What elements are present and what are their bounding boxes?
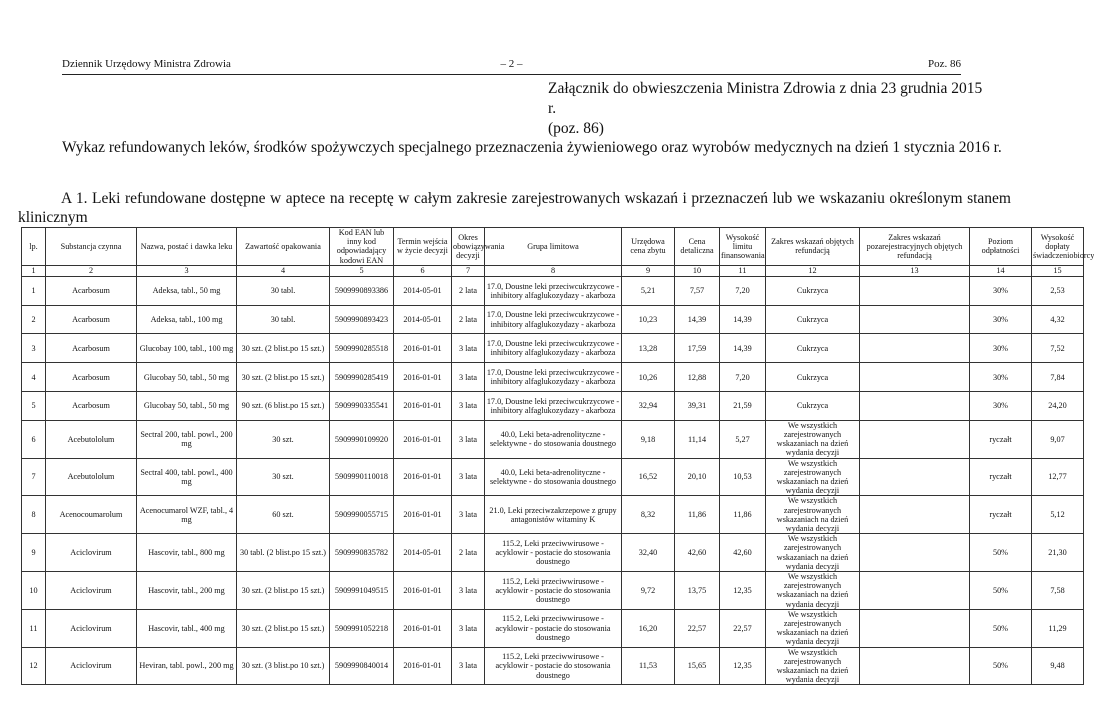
cell-offlabel-indications: [860, 276, 970, 305]
col-header-retail-price: Cena detaliczna: [675, 228, 720, 266]
cell-offlabel-indications: [860, 496, 970, 534]
cell-lp: 9: [22, 534, 46, 572]
cell-limit: 14,39: [720, 305, 766, 334]
cell-limit: 12,35: [720, 647, 766, 685]
cell-retail-price: 20,10: [675, 458, 720, 496]
cell-payment-level: 50%: [970, 647, 1032, 685]
cell-drug-name: Adeksa, tabl., 50 mg: [137, 276, 237, 305]
cell-package: 90 szt. (6 blist.po 15 szt.): [237, 392, 330, 421]
cell-package: 30 szt.: [237, 420, 330, 458]
cell-offlabel-indications: [860, 458, 970, 496]
col-number-package: 4: [237, 265, 330, 276]
col-number-limit: 11: [720, 265, 766, 276]
cell-drug-name: Glucobay 50, tabl., 50 mg: [137, 392, 237, 421]
cell-wholesale-price: 9,18: [622, 420, 675, 458]
cell-substance: Acenocoumarolum: [46, 496, 137, 534]
cell-limit: 5,27: [720, 420, 766, 458]
cell-offlabel-indications: [860, 392, 970, 421]
col-header-wholesale-price: Urzędowa cena zbytu: [622, 228, 675, 266]
cell-indications: We wszystkich zarejestrowanych wskazaniach na dzień wydania decyzji: [766, 458, 860, 496]
cell-limit: 11,86: [720, 496, 766, 534]
table-row: [22, 363, 1084, 392]
cell-payment-level: 50%: [970, 534, 1032, 572]
cell-wholesale-price: 8,32: [622, 496, 675, 534]
table-row: [22, 305, 1084, 334]
cell-ean: 5909990055715: [330, 496, 394, 534]
table-row: [22, 392, 1084, 421]
cell-package: 30 szt. (2 blist.po 15 szt.): [237, 572, 330, 610]
cell-ean: 5909990285419: [330, 363, 394, 392]
cell-lp: 4: [22, 363, 46, 392]
cell-package: 30 szt. (2 blist.po 15 szt.): [237, 363, 330, 392]
column-number-row: [22, 265, 1084, 276]
cell-retail-price: 11,86: [675, 496, 720, 534]
cell-lp: 1: [22, 276, 46, 305]
cell-copayment: 9,48: [1032, 647, 1084, 685]
cell-indications: Cukrzyca: [766, 276, 860, 305]
col-number-drug-name: 3: [137, 265, 237, 276]
table-row: [22, 420, 1084, 458]
cell-substance: Aciclovirum: [46, 647, 137, 685]
cell-drug-name: Glucobay 100, tabl., 100 mg: [137, 334, 237, 363]
journal-name: Dziennik Urzędowy Ministra Zdrowia: [62, 58, 231, 70]
cell-ean: 5909990335541: [330, 392, 394, 421]
cell-package: 60 szt.: [237, 496, 330, 534]
cell-duration: 3 lata: [452, 572, 485, 610]
cell-offlabel-indications: [860, 363, 970, 392]
cell-duration: 3 lata: [452, 458, 485, 496]
cell-wholesale-price: 10,23: [622, 305, 675, 334]
cell-retail-price: 13,75: [675, 572, 720, 610]
cell-lp: 5: [22, 392, 46, 421]
cell-retail-price: 17,59: [675, 334, 720, 363]
cell-payment-level: ryczałt: [970, 458, 1032, 496]
annex-note: [548, 79, 988, 139]
cell-ean: 5909990840014: [330, 647, 394, 685]
col-number-indications: 12: [766, 265, 860, 276]
cell-start-date: 2016-01-01: [394, 420, 452, 458]
cell-drug-name: Sectral 200, tabl. powl., 200 mg: [137, 420, 237, 458]
cell-limit-group: 17.0, Doustne leki przeciwcukrzycowe - inhibitory alfaglukozydazy - akarboza: [485, 276, 622, 305]
cell-limit-group: 21.0, Leki przeciwzakrzepowe z grupy antagonistów witaminy K: [485, 496, 622, 534]
cell-ean: 5909990835782: [330, 534, 394, 572]
cell-offlabel-indications: [860, 334, 970, 363]
cell-indications: We wszystkich zarejestrowanych wskazaniach na dzień wydania decyzji: [766, 534, 860, 572]
cell-wholesale-price: 13,28: [622, 334, 675, 363]
cell-substance: Aciclovirum: [46, 534, 137, 572]
table-row: [22, 647, 1084, 685]
cell-wholesale-price: 32,94: [622, 392, 675, 421]
cell-indications: We wszystkich zarejestrowanych wskazaniach na dzień wydania decyzji: [766, 496, 860, 534]
cell-indications: We wszystkich zarejestrowanych wskazaniach na dzień wydania decyzji: [766, 572, 860, 610]
cell-duration: 3 lata: [452, 392, 485, 421]
cell-duration: 3 lata: [452, 420, 485, 458]
cell-retail-price: 15,65: [675, 647, 720, 685]
cell-copayment: 21,30: [1032, 534, 1084, 572]
col-number-substance: 2: [46, 265, 137, 276]
cell-indications: We wszystkich zarejestrowanych wskazaniach na dzień wydania decyzji: [766, 609, 860, 647]
cell-package: 30 tabl. (2 blist.po 15 szt.): [237, 534, 330, 572]
cell-ean: 5909991052218: [330, 609, 394, 647]
cell-copayment: 7,58: [1032, 572, 1084, 610]
cell-lp: 12: [22, 647, 46, 685]
reimbursement-table: [21, 227, 1094, 685]
cell-limit: 7,20: [720, 276, 766, 305]
cell-payment-level: 30%: [970, 305, 1032, 334]
cell-start-date: 2016-01-01: [394, 458, 452, 496]
cell-indications: Cukrzyca: [766, 334, 860, 363]
cell-substance: Acarbosum: [46, 276, 137, 305]
col-number-duration: 7: [452, 265, 485, 276]
section-title: A 1. Leki refundowane dostępne w aptece na receptę w całym zakresie zarejestrowanych wskazań i przeznaczeń lub we wskazaniu określonym stanem klinicznym: [18, 190, 1011, 226]
cell-wholesale-price: 11,53: [622, 647, 675, 685]
cell-substance: Acarbosum: [46, 305, 137, 334]
cell-ean: 5909990893423: [330, 305, 394, 334]
header-row: [22, 228, 1084, 266]
cell-ean: 5909990109920: [330, 420, 394, 458]
cell-ean: 5909990285518: [330, 334, 394, 363]
cell-wholesale-price: 9,72: [622, 572, 675, 610]
col-number-limit-group: 8: [485, 265, 622, 276]
cell-drug-name: Heviran, tabl. powl., 200 mg: [137, 647, 237, 685]
header-rule: [62, 74, 961, 75]
cell-duration: 2 lata: [452, 305, 485, 334]
cell-duration: 3 lata: [452, 647, 485, 685]
cell-copayment: 9,07: [1032, 420, 1084, 458]
col-header-indications: Zakres wskazań objętych refundacją: [766, 228, 860, 266]
cell-indications: We wszystkich zarejestrowanych wskazaniach na dzień wydania decyzji: [766, 420, 860, 458]
table-body: [22, 276, 1084, 685]
cell-limit-group: 17.0, Doustne leki przeciwcukrzycowe - inhibitory alfaglukozydazy - akarboza: [485, 392, 622, 421]
cell-retail-price: 12,88: [675, 363, 720, 392]
cell-duration: 3 lata: [452, 496, 485, 534]
cell-wholesale-price: 32,40: [622, 534, 675, 572]
cell-limit-group: 40.0, Leki beta-adrenolityczne - selektywne - do stosowania doustnego: [485, 458, 622, 496]
cell-start-date: 2014-05-01: [394, 305, 452, 334]
cell-indications: Cukrzyca: [766, 305, 860, 334]
cell-drug-name: Acenocumarol WZF, tabl., 4 mg: [137, 496, 237, 534]
cell-start-date: 2014-05-01: [394, 534, 452, 572]
col-number-offlabel-indications: 13: [860, 265, 970, 276]
cell-duration: 2 lata: [452, 276, 485, 305]
cell-limit-group: 115.2, Leki przeciwwirusowe - acyklowir - postacie do stosowania doustnego: [485, 534, 622, 572]
cell-ean: 5909990893386: [330, 276, 394, 305]
col-number-retail-price: 10: [675, 265, 720, 276]
col-header-offlabel-indications: Zakres wskazań pozarejestracyjnych objętych refundacją: [860, 228, 970, 266]
cell-offlabel-indications: [860, 609, 970, 647]
cell-package: 30 szt. (2 blist.po 15 szt.): [237, 334, 330, 363]
cell-duration: 2 lata: [452, 534, 485, 572]
cell-limit: 14,39: [720, 334, 766, 363]
cell-substance: Acarbosum: [46, 392, 137, 421]
cell-copayment: 11,29: [1032, 609, 1084, 647]
table-row: [22, 496, 1084, 534]
cell-retail-price: 7,57: [675, 276, 720, 305]
cell-retail-price: 42,60: [675, 534, 720, 572]
cell-limit-group: 17.0, Doustne leki przeciwcukrzycowe - inhibitory alfaglukozydazy - akarboza: [485, 363, 622, 392]
col-header-limit-group: Grupa limitowa: [485, 228, 622, 266]
cell-offlabel-indications: [860, 647, 970, 685]
cell-copayment: 24,20: [1032, 392, 1084, 421]
cell-wholesale-price: 16,20: [622, 609, 675, 647]
col-header-ean: Kod EAN lub inny kod odpowiadający kodowi EAN: [330, 228, 394, 266]
cell-substance: Aciclovirum: [46, 609, 137, 647]
table-row: [22, 534, 1084, 572]
cell-copayment: 5,12: [1032, 496, 1084, 534]
cell-payment-level: ryczałt: [970, 420, 1032, 458]
cell-start-date: 2014-05-01: [394, 276, 452, 305]
annex-line-2: (poz. 86): [548, 120, 604, 137]
col-number-ean: 5: [330, 265, 394, 276]
cell-limit: 22,57: [720, 609, 766, 647]
cell-drug-name: Adeksa, tabl., 100 mg: [137, 305, 237, 334]
cell-start-date: 2016-01-01: [394, 363, 452, 392]
cell-package: 30 tabl.: [237, 276, 330, 305]
cell-copayment: 2,53: [1032, 276, 1084, 305]
col-header-start-date: Termin wejścia w życie decyzji: [394, 228, 452, 266]
cell-limit: 7,20: [720, 363, 766, 392]
col-header-limit: Wysokość limitu finansowania: [720, 228, 766, 266]
cell-duration: 3 lata: [452, 609, 485, 647]
cell-substance: Acarbosum: [46, 363, 137, 392]
cell-drug-name: Glucobay 50, tabl., 50 mg: [137, 363, 237, 392]
cell-package: 30 szt. (2 blist.po 15 szt.): [237, 609, 330, 647]
cell-lp: 10: [22, 572, 46, 610]
cell-lp: 2: [22, 305, 46, 334]
cell-substance: Aciclovirum: [46, 572, 137, 610]
cell-payment-level: 50%: [970, 609, 1032, 647]
cell-limit: 12,35: [720, 572, 766, 610]
cell-duration: 3 lata: [452, 334, 485, 363]
cell-drug-name: Hascovir, tabl., 800 mg: [137, 534, 237, 572]
cell-duration: 3 lata: [452, 363, 485, 392]
cell-lp: 3: [22, 334, 46, 363]
cell-copayment: 4,32: [1032, 305, 1084, 334]
cell-payment-level: 30%: [970, 363, 1032, 392]
col-number-start-date: 6: [394, 265, 452, 276]
annex-line-1: Załącznik do obwieszczenia Ministra Zdrowia z dnia 23 grudnia 2015 r.: [548, 80, 983, 117]
cell-copayment: 7,52: [1032, 334, 1084, 363]
cell-indications: Cukrzyca: [766, 363, 860, 392]
cell-payment-level: 50%: [970, 572, 1032, 610]
position-number: Poz. 86: [928, 58, 961, 70]
table-row: [22, 276, 1084, 305]
cell-substance: Acarbosum: [46, 334, 137, 363]
cell-start-date: 2016-01-01: [394, 334, 452, 363]
cell-package: 30 szt. (3 blist.po 10 szt.): [237, 647, 330, 685]
cell-limit-group: 115.2, Leki przeciwwirusowe - acyklowir - postacie do stosowania doustnego: [485, 647, 622, 685]
cell-lp: 8: [22, 496, 46, 534]
col-header-copayment: Wysokość dopłaty świadczeniobiorcy: [1032, 228, 1084, 266]
cell-drug-name: Sectral 400, tabl. powl., 400 mg: [137, 458, 237, 496]
cell-drug-name: Hascovir, tabl., 200 mg: [137, 572, 237, 610]
col-number-wholesale-price: 9: [622, 265, 675, 276]
cell-limit-group: 40.0, Leki beta-adrenolityczne - selektywne - do stosowania doustnego: [485, 420, 622, 458]
col-number-copayment: 15: [1032, 265, 1084, 276]
cell-limit-group: 115.2, Leki przeciwwirusowe - acyklowir - postacie do stosowania doustnego: [485, 609, 622, 647]
cell-offlabel-indications: [860, 305, 970, 334]
cell-offlabel-indications: [860, 534, 970, 572]
page-number: – 2 –: [500, 58, 523, 70]
table-row: [22, 609, 1084, 647]
cell-substance: Acebutololum: [46, 458, 137, 496]
cell-payment-level: ryczałt: [970, 496, 1032, 534]
table-row: [22, 334, 1084, 363]
cell-indications: Cukrzyca: [766, 392, 860, 421]
cell-limit: 21,59: [720, 392, 766, 421]
cell-limit: 10,53: [720, 458, 766, 496]
cell-lp: 6: [22, 420, 46, 458]
col-number-payment-level: 14: [970, 265, 1032, 276]
cell-package: 30 tabl.: [237, 305, 330, 334]
cell-retail-price: 14,39: [675, 305, 720, 334]
col-header-package: Zawartość opakowania: [237, 228, 330, 266]
cell-wholesale-price: 16,52: [622, 458, 675, 496]
table-row: [22, 572, 1084, 610]
cell-payment-level: 30%: [970, 334, 1032, 363]
cell-wholesale-price: 5,21: [622, 276, 675, 305]
cell-start-date: 2016-01-01: [394, 392, 452, 421]
cell-start-date: 2016-01-01: [394, 496, 452, 534]
cell-start-date: 2016-01-01: [394, 647, 452, 685]
cell-offlabel-indications: [860, 420, 970, 458]
cell-offlabel-indications: [860, 572, 970, 610]
cell-retail-price: 22,57: [675, 609, 720, 647]
cell-start-date: 2016-01-01: [394, 609, 452, 647]
cell-payment-level: 30%: [970, 392, 1032, 421]
cell-start-date: 2016-01-01: [394, 572, 452, 610]
cell-limit-group: 17.0, Doustne leki przeciwcukrzycowe - inhibitory alfaglukozydazy - akarboza: [485, 305, 622, 334]
cell-ean: 5909991049515: [330, 572, 394, 610]
col-header-lp: lp.: [22, 228, 46, 266]
cell-limit-group: 115.2, Leki przeciwwirusowe - acyklowir - postacie do stosowania doustnego: [485, 572, 622, 610]
document-title: Wykaz refundowanych leków, środków spożywczych specjalnego przeznaczenia żywieniowego oraz wyrobów medycznych na dzień 1 stycznia 2016 r.: [62, 139, 1002, 156]
cell-ean: 5909990110018: [330, 458, 394, 496]
cell-wholesale-price: 10,26: [622, 363, 675, 392]
cell-retail-price: 11,14: [675, 420, 720, 458]
cell-limit: 42,60: [720, 534, 766, 572]
col-number-lp: 1: [22, 265, 46, 276]
cell-payment-level: 30%: [970, 276, 1032, 305]
cell-lp: 7: [22, 458, 46, 496]
cell-substance: Acebutololum: [46, 420, 137, 458]
col-header-payment-level: Poziom odpłatności: [970, 228, 1032, 266]
cell-indications: We wszystkich zarejestrowanych wskazaniach na dzień wydania decyzji: [766, 647, 860, 685]
cell-drug-name: Hascovir, tabl., 400 mg: [137, 609, 237, 647]
col-header-substance: Substancja czynna: [46, 228, 137, 266]
col-header-drug-name: Nazwa, postać i dawka leku: [137, 228, 237, 266]
cell-copayment: 12,77: [1032, 458, 1084, 496]
cell-package: 30 szt.: [237, 458, 330, 496]
cell-copayment: 7,84: [1032, 363, 1084, 392]
cell-retail-price: 39,31: [675, 392, 720, 421]
col-header-duration: Okres obowiązywania decyzji: [452, 228, 485, 266]
cell-lp: 11: [22, 609, 46, 647]
running-header: [62, 58, 961, 74]
table-row: [22, 458, 1084, 496]
cell-limit-group: 17.0, Doustne leki przeciwcukrzycowe - inhibitory alfaglukozydazy - akarboza: [485, 334, 622, 363]
